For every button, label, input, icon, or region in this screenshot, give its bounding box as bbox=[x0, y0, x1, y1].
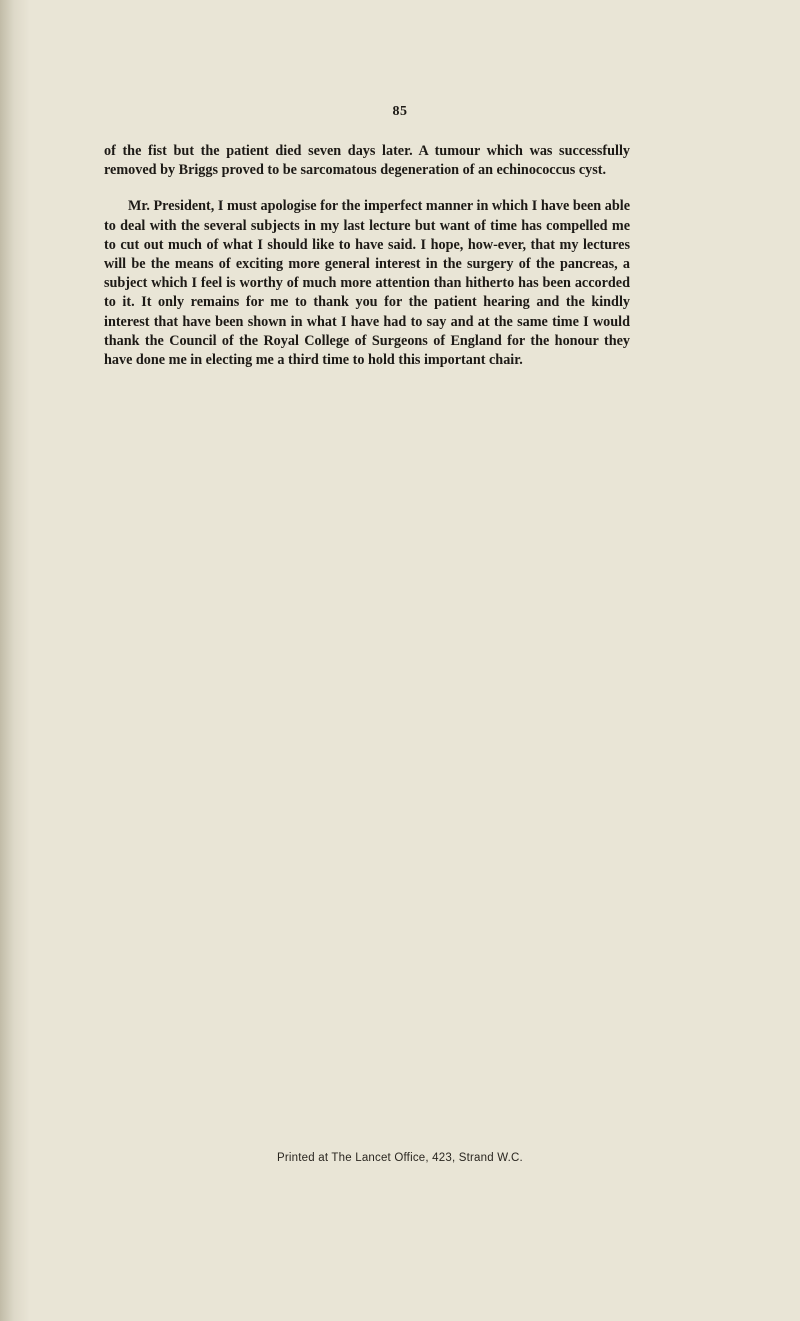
printer-imprint: Printed at The Lancet Office, 423, Strand W.C. bbox=[277, 1152, 523, 1164]
body-text bbox=[104, 142, 630, 370]
paragraph-closing-remarks: Mr. President, I must apologise for the imperfect manner in which I have been able to deal with the several subjects in my last lecture but want of time has compelled me to cut out much of what I should like to have said. I hope, how-ever, that my lectures will be the means of exciting more general interest in the surgery of the pancreas, a subject which I feel is worthy of much more attention than hitherto has been accorded to it. It only remains for me to thank you for the patient hearing and the kindly interest that have been shown in what I have had to say and at the same time I would thank the Council of the Royal College of Surgeons of England for the honour they have done me in electing me a third time to hold this important chair. bbox=[104, 198, 630, 369]
page-number: 85 bbox=[392, 104, 408, 119]
paragraph-tumour-case: of the fist but the patient died seven days later. A tumour which was successfully removed by Briggs proved to be sarcomatous degeneration of an echinococcus cyst. bbox=[104, 143, 630, 179]
